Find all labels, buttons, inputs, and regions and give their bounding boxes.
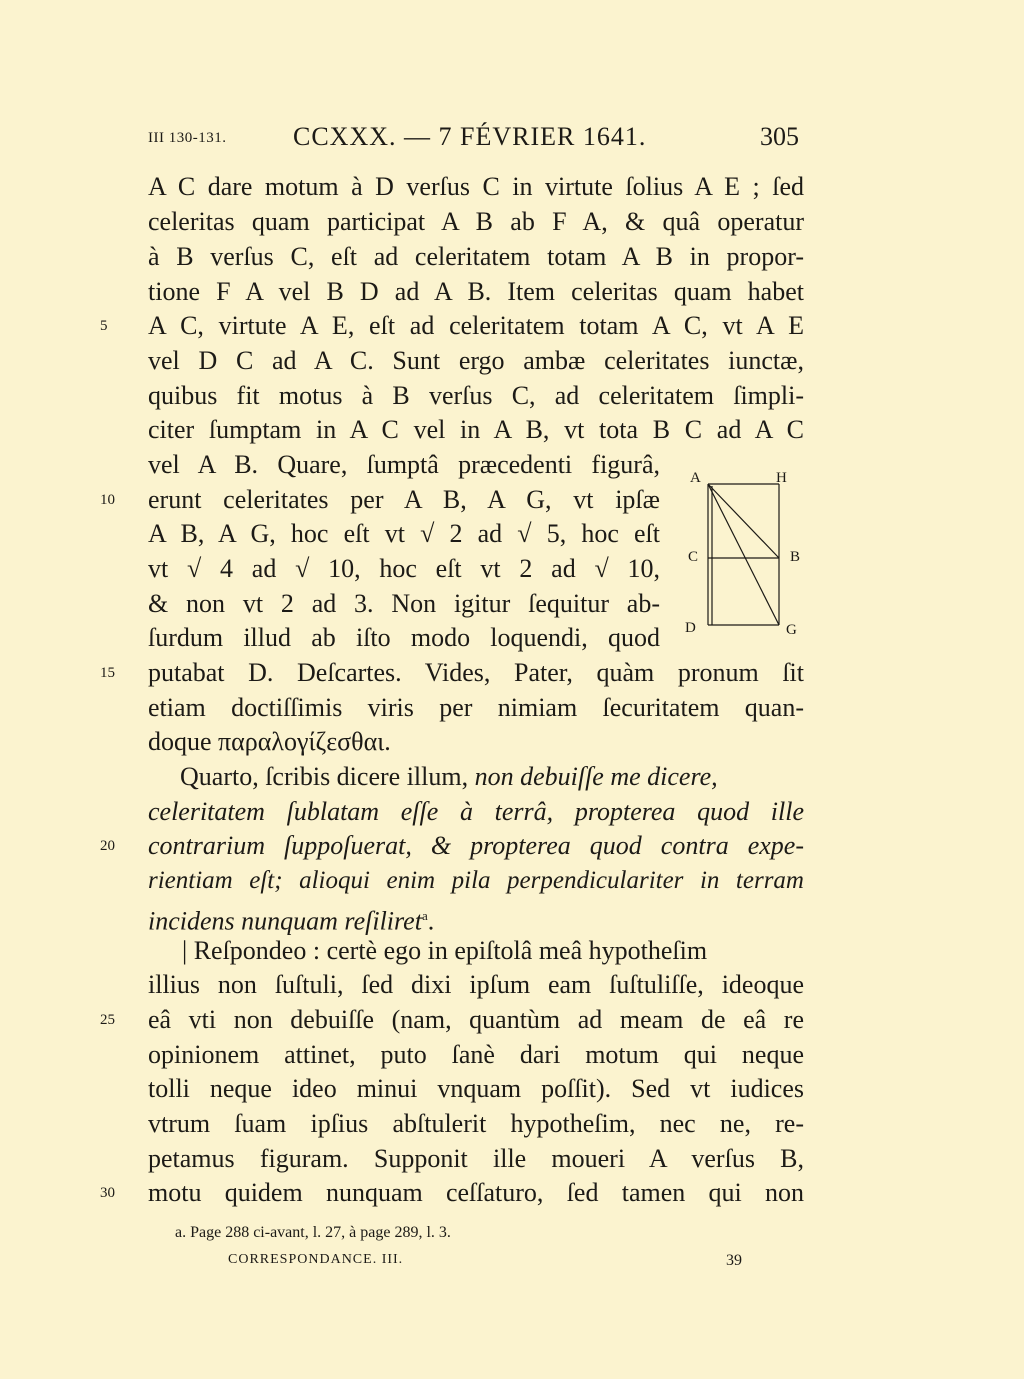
figure-label-c: C bbox=[688, 549, 699, 565]
text-line: ſurdum illud ab iſto modo loquendi, quod bbox=[148, 623, 660, 652]
text-line: motu quidem nunquam ceſſaturo, ſed tamen qui non bbox=[148, 1178, 804, 1207]
text-segment-italic: incidens nunquam reſiliret bbox=[148, 906, 422, 936]
text-line: vel D C ad A C. Sunt ergo ambæ celeritates iunctæ, bbox=[148, 346, 804, 375]
text-line-italic: rientiam eſt; alioqui enim pila perpendiculariter in terram bbox=[148, 867, 804, 894]
text-line: celeritas quam participat A B ab F A, & quâ operatur bbox=[148, 207, 804, 236]
footnote: a. Page 288 ci-avant, l. 27, à page 289, l. 3. bbox=[175, 1224, 451, 1241]
text-line: vt √ 4 ad √ 10, hoc eſt vt 2 ad √ 10, bbox=[148, 554, 660, 583]
text-line: | Reſpondeo : certè ego in epiſtolâ meâ hypotheſim bbox=[182, 936, 708, 965]
text-line: A C, virtute A E, eſt ad celeritatem totam A C, vt A E bbox=[148, 311, 804, 340]
text-line: vel A B. Quare, ſumptâ præcedenti figurâ, bbox=[148, 450, 660, 479]
figure-lines bbox=[708, 484, 779, 625]
figure-label-h: H bbox=[776, 470, 787, 486]
footer-signature-number: 39 bbox=[726, 1252, 742, 1269]
text-line: citer ſumptam in A C vel in A B, vt tota B C ad A C bbox=[148, 415, 804, 444]
header-reference: III 130-131. bbox=[148, 130, 227, 146]
text-line bbox=[148, 899, 435, 936]
line-number: 30 bbox=[100, 1185, 115, 1201]
text-line: etiam doctiſſimis viris per nimiam ſecuritatem quan- bbox=[148, 693, 804, 722]
text-line-italic: contrarium ſuppoſuerat, & propterea quod contra expe- bbox=[148, 831, 804, 860]
text-segment: . bbox=[427, 906, 435, 936]
text-line: erunt celeritates per A B, A G, vt ipſæ bbox=[148, 485, 660, 514]
text-line: à B verſus C, eſt ad celeritatem totam A B in propor- bbox=[148, 242, 804, 271]
text-line: eâ vti non debuiſſe (nam, quantùm ad meam de eâ re bbox=[148, 1005, 804, 1034]
footer-signature: CORRESPONDANCE. III. bbox=[228, 1252, 404, 1267]
text-line: & non vt 2 ad 3. Non igitur ſequitur ab- bbox=[148, 589, 660, 618]
text-line: doque παραλογίζεσθαι. bbox=[148, 727, 391, 756]
figure-label-d: D bbox=[685, 620, 696, 636]
text-line bbox=[180, 760, 804, 794]
line-number: 5 bbox=[100, 318, 108, 334]
text-line: tione F A vel B D ad A B. Item celeritas quam habet bbox=[148, 277, 804, 306]
text-line: tolli neque ideo minui vnquam poſſit). Sed vt iudices bbox=[148, 1074, 804, 1103]
text-line: putabat D. Deſcartes. Vides, Pater, quàm pronum ſit bbox=[148, 658, 804, 687]
text-segment: Quarto, ſcribis dicere illum, bbox=[180, 762, 475, 791]
text-line-italic: celeritatem ſublatam eſſe à terrâ, propterea quod ille bbox=[148, 797, 804, 826]
figure-label-a: A bbox=[690, 470, 701, 486]
page-number: 305 bbox=[760, 122, 799, 151]
line-number: 10 bbox=[100, 492, 115, 508]
figure-label-b: B bbox=[790, 549, 801, 565]
text-segment-italic: non debuiſſe me dicere, bbox=[474, 762, 718, 791]
text-line: petamus figuram. Supponit ille moueri A verſus B, bbox=[148, 1144, 804, 1173]
text-line: quibus fit motus à B verſus C, ad celeritatem ſimpli- bbox=[148, 381, 804, 410]
text-line: A C dare motum à D verſus C in virtute ſolius A E ; ſed bbox=[148, 172, 804, 201]
line-number: 15 bbox=[100, 665, 115, 681]
text-line: A B, A G, hoc eſt vt √ 2 ad √ 5, hoc eſt bbox=[148, 519, 660, 548]
header-title: CCXXX. — 7 FÉVRIER 1641. bbox=[293, 122, 647, 151]
geometry-figure bbox=[682, 462, 808, 642]
line-number: 25 bbox=[100, 1012, 115, 1028]
line-number: 20 bbox=[100, 838, 115, 854]
text-line: vtrum ſuam ipſius abſtulerit hypotheſim, nec ne, re- bbox=[148, 1109, 804, 1138]
figure-label-g: G bbox=[786, 622, 797, 638]
footnote-marker: a bbox=[421, 908, 428, 923]
text-line: opinionem attinet, puto ſanè dari motum qui neque bbox=[148, 1040, 804, 1069]
text-line: illius non ſuſtuli, ſed dixi ipſum eam ſuſtuliſſe, ideoque bbox=[148, 970, 804, 999]
